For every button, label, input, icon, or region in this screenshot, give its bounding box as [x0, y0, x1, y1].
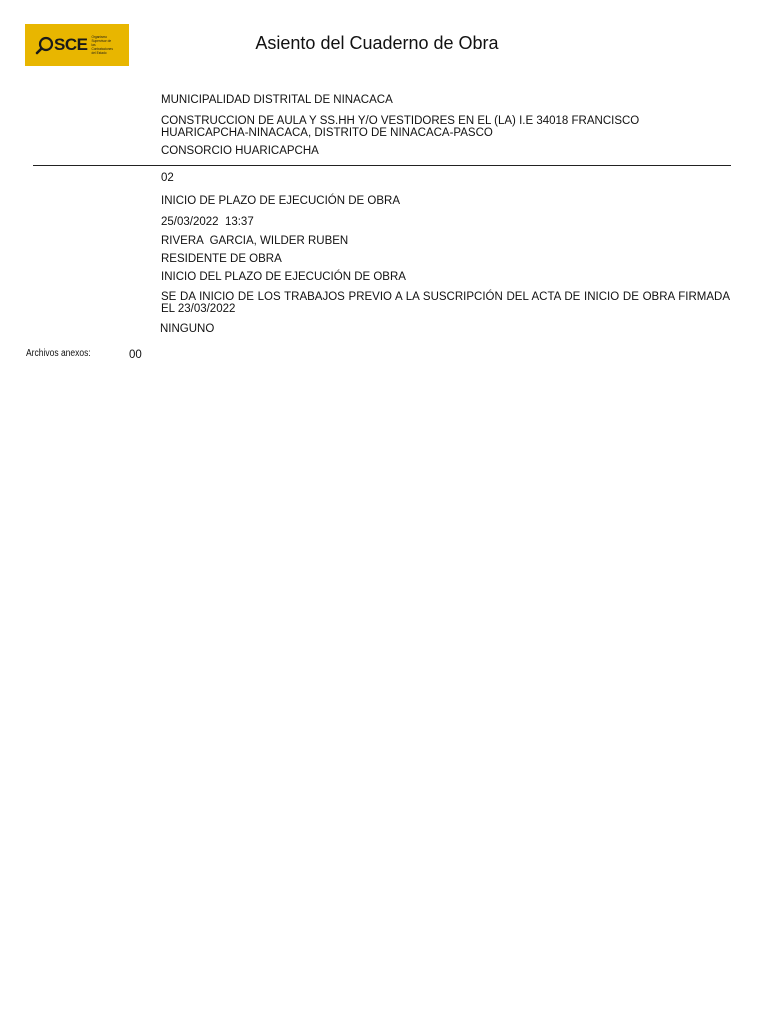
fecha-value: 25/03/2022 13:37 — [161, 216, 254, 228]
logo-tagline: Organismo Supervisor de las Contrataciones del Estado — [91, 35, 113, 55]
descripcion-value: SE DA INICIO DE LOS TRABAJOS PREVIO A LA SUSCRIPCIÓN DEL ACTA DE INICIO DE OBRA FIRMADA EL 23/03/2022 — [161, 291, 730, 315]
numero-value: 02 — [161, 172, 174, 184]
anexos-label: Archivos anexos: — [26, 348, 91, 359]
referencia-value: NINGUNO — [160, 323, 215, 335]
titulo-value: INICIO DE PLAZO DE EJECUCIÓN DE OBRA — [161, 195, 400, 207]
logo-name: SCE — [54, 35, 88, 54]
document-title: Asiento del Cuaderno de Obra — [255, 33, 499, 53]
tipo-value: INICIO DEL PLAZO DE EJECUCIÓN DE OBRA — [161, 271, 406, 283]
rol-value: RESIDENTE DE OBRA — [161, 253, 282, 265]
contratista-value: CONSORCIO HUARICAPCHA — [161, 145, 319, 157]
obra-value: CONSTRUCCION DE AULA Y SS.HH Y/O VESTIDORES EN EL (LA) I.E 34018 FRANCISCO HUARICAPCHA-NINACACA, DISTRITO DE NINACACA-PASCO — [161, 115, 640, 139]
anexos-value: 00 — [129, 349, 142, 361]
usuario-value: RIVERA GARCIA, WILDER RUBEN — [161, 235, 349, 247]
entidad-value: MUNICIPALIDAD DISTRITAL DE NINACACA — [161, 94, 393, 106]
section-divider — [33, 165, 731, 166]
